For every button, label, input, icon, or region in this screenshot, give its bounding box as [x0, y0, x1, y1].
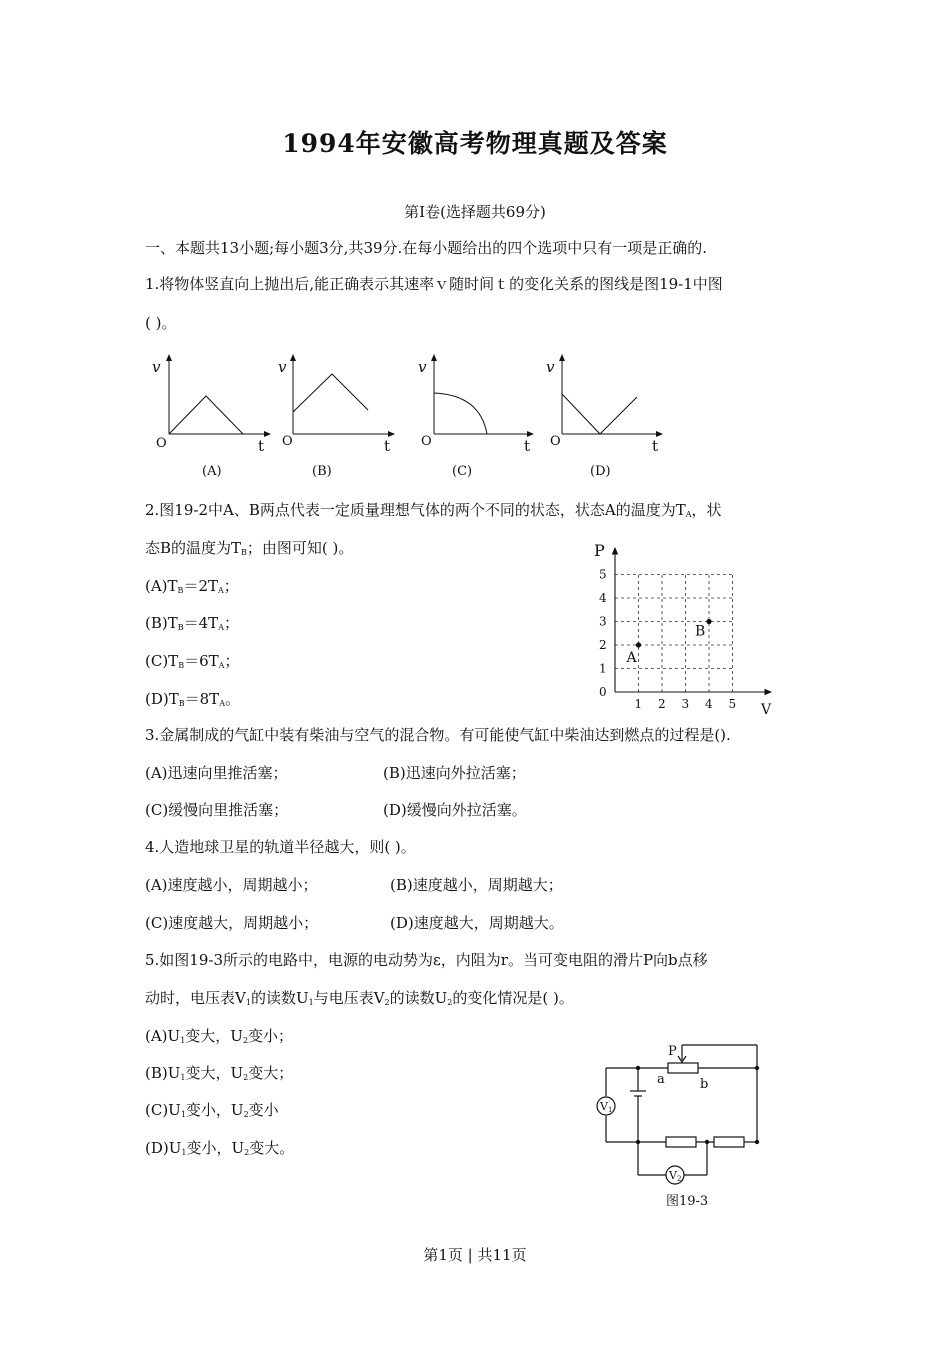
q2-option-b: $(B)T_B=4T_A$； — [145, 614, 239, 632]
pv-xtick-label: 3 — [681, 697, 690, 711]
pv-ytick-label: 3 — [599, 614, 607, 629]
q1-graph-b-label: (B) — [312, 464, 332, 479]
q1-graph-d-t: t — [652, 437, 659, 455]
q1-graph-d-line — [562, 394, 637, 434]
pv-point-A — [636, 642, 641, 647]
pv-point-label-A: A — [626, 650, 637, 666]
q1-graph-c-label: (C) — [452, 464, 473, 479]
q5-option-b: $(B)U_1$变大，$U_2$变大； — [145, 1064, 294, 1082]
pv-grid — [615, 575, 733, 693]
circuit-label-b: b — [700, 1077, 709, 1092]
q1-graph-b-o: O — [282, 434, 293, 449]
circuit-label-p: P — [668, 1044, 677, 1059]
q1-graph-d-o: O — [550, 434, 561, 449]
q3-text: 3.金属制成的气缸中装有柴油与空气的混合物。有可能使气缸中柴油达到燃点的过程是(). — [145, 726, 731, 744]
q2-option-a: $(A)T_B=2T_A$； — [145, 577, 239, 595]
pv-ylabel: P — [594, 541, 605, 560]
q1-graph-b-line — [293, 374, 368, 412]
pv-ytick-label: 4 — [599, 591, 607, 605]
q1-graph-b — [278, 355, 394, 479]
q1-graph-d — [546, 355, 662, 479]
pv-point-B — [706, 619, 711, 624]
pv-xlabel: V — [761, 702, 772, 718]
q3-option-c: (C)缓慢向里推活塞； — [145, 801, 289, 819]
q1-graph-c-o: O — [421, 434, 432, 449]
q1-graph-a-line — [169, 396, 243, 434]
q5-text-line1: 5.如图19-3所示的电路中，电源的电动势为ε，内阻为r。当可变电阻的滑片P向b点移 — [145, 951, 708, 969]
q1-graph-d-label: (D) — [590, 464, 611, 479]
q2-pv-chart — [585, 538, 780, 718]
q4-option-c: (C)速度越大，周期越小； — [145, 914, 319, 932]
pv-ytick-label: 1 — [599, 661, 607, 676]
pv-ytick-label: 5 — [599, 567, 607, 582]
q2-text-line2: 态B的温度为$T_B$；由图可知( )。 — [145, 539, 354, 557]
variable-resistor — [668, 1063, 698, 1073]
q1-graph-a-o: O — [156, 436, 167, 451]
q5-text-line2: 动时，电压表$V_1$的读数$U_1$与电压表$V_2$的读数$U_2$的变化情况是( )。 — [145, 989, 574, 1007]
q5-option-d: $(D)U_1$变小，$U_2$变大。 — [145, 1139, 295, 1157]
q4-text: 4.人造地球卫星的轨道半径越大，则( )。 — [145, 838, 416, 856]
q1-graph-d-v: v — [546, 358, 555, 376]
q5-option-a: $(A)U_1$变大，$U_2$变小； — [145, 1027, 294, 1045]
pv-point-label-B: B — [695, 623, 706, 640]
pv-tick-labels — [599, 568, 736, 712]
q2-option-d: $(D)T_B=8T_A$。 — [145, 690, 240, 708]
q1-graph-b-t: t — [384, 437, 391, 455]
instruction-text: 一、本题共13小题;每小题3分,共39分.在每小题给出的四个选项中只有一项是正确的. — [145, 239, 708, 257]
q4-option-d: (D)速度越大，周期越大。 — [390, 914, 564, 932]
pv-xtick-label: 2 — [658, 697, 666, 711]
v1-label: V1 — [600, 1100, 613, 1114]
pv-ytick-label: 2 — [599, 638, 607, 652]
q1-graph-a-t: t — [258, 437, 265, 455]
pv-xtick-label: 1 — [634, 697, 643, 711]
q1-graph-b-v: v — [278, 358, 287, 376]
q3-option-b: (B)迅速向外拉活塞； — [383, 764, 526, 782]
q1-graph-c-t: t — [524, 437, 531, 455]
pv-ytick-label: 0 — [599, 685, 607, 699]
q1-text-line1: 1.将物体竖直向上抛出后,能正确表示其速率ｖ随时间ｔ的变化关系的图线是图19-1中图 — [145, 275, 723, 293]
q3-option-d: (D)缓慢向外拉活塞。 — [383, 801, 527, 819]
q5-circuit — [590, 1038, 775, 1213]
q1-text-line2: ( )。 — [145, 314, 177, 332]
q1-graph-a-v: v — [152, 358, 161, 376]
q2-option-c: $(C)T_B=6T_A$； — [145, 652, 240, 670]
resistor-r1 — [666, 1137, 696, 1147]
pv-xtick-label: 4 — [705, 697, 713, 711]
q4-option-a: (A)速度越小，周期越小； — [145, 876, 318, 894]
section-header: 第Ⅰ卷(选择题共69分) — [404, 203, 546, 221]
q3-option-a: (A)迅速向里推活塞； — [145, 764, 288, 782]
page-footer: 第1页 | 共11页 — [423, 1246, 527, 1264]
resistor-r2 — [714, 1137, 744, 1147]
page-title: 1994年安徽高考物理真题及答案 — [282, 129, 668, 158]
q1-graph-c — [418, 355, 533, 479]
circuit-label-a: a — [657, 1072, 665, 1087]
q1-graph-c-line — [434, 393, 487, 434]
q4-option-b: (B)速度越小，周期越大； — [390, 876, 563, 894]
circuit-caption: 图19-3 — [666, 1194, 709, 1209]
q1-graph-a-label: (A) — [202, 464, 222, 479]
q2-text-line1: 2.图19-2中A、B两点代表一定质量理想气体的两个不同的状态，状态A的温度为$T_A$，状 — [145, 501, 722, 519]
q1-graph-a — [152, 355, 270, 479]
q5-option-c: $(C)U_1$变小，$U_2$变小 — [145, 1101, 279, 1119]
pv-xtick-label: 5 — [728, 697, 737, 711]
v2-label: V2 — [669, 1169, 682, 1183]
q1-graph-c-v: v — [418, 358, 427, 376]
q1-figure — [140, 350, 680, 485]
